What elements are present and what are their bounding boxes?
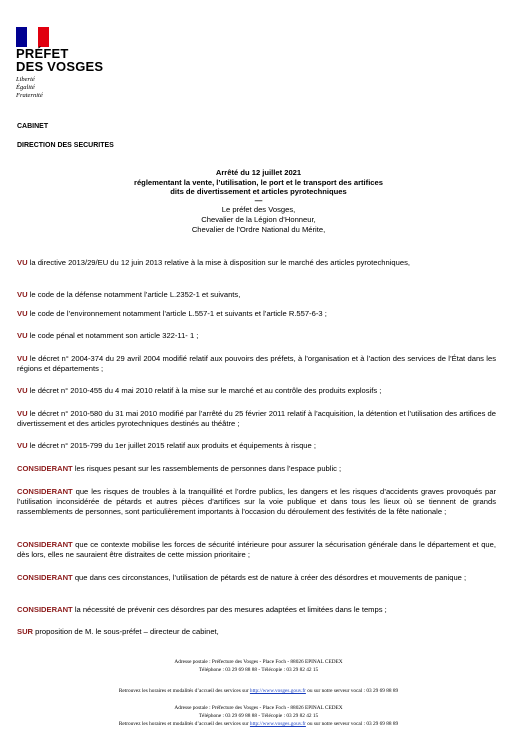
paragraph-keyword: SUR [17, 627, 34, 636]
footer-hours-repeat [0, 721, 517, 728]
footer-hours-text: Retrouvez les horaires et modalités d’accueil des services sur [118, 721, 250, 727]
paragraph-text: le décret n° 2015-799 du 1er juillet 2015 relatif aux produits et équipements à risque ; [27, 441, 316, 450]
paragraph-text: le décret n° 2010-580 du 31 mai 2010 modifié par l’arrêté du 25 février 2011 relatif à l’acquisition, la détention et l’utilisation des artifices de divertissement et des articles pyrotechniques destinés au théâtre ; [17, 409, 496, 428]
footer-hours-suffix: ou sur notre serveur vocal : 03 29 69 88 89 [305, 721, 399, 727]
website-link[interactable]: http://www.vosges.gouv.fr [249, 721, 306, 727]
paragraph [17, 331, 496, 341]
paragraph-keyword: CONSIDERANT [17, 573, 73, 582]
decree-title-line1: Arrêté du 12 juillet 2021 [215, 168, 302, 177]
paragraph-text: le code de l’environnement notamment l’article L.557-1 et suivants et l’article R.557-6-3 ; [27, 309, 327, 318]
paragraph-text: la nécessité de prévenir ces désordres par des mesures adaptées et limitées dans le temps ; [72, 605, 387, 614]
paragraph-text: le décret n° 2004-374 du 29 avril 2004 modifié relatif aux pouvoirs des préfets, à l’organisation et à l’action des services de l’État dans les régions et départements ; [17, 354, 496, 373]
prefect-line: Le préfet des Vosges, [221, 205, 296, 215]
paragraph-keyword: CONSIDERANT [17, 464, 73, 473]
footer-phone: Téléphone : 03 29 69 88 88 - Télécopie : 03 29 82 42 15 [198, 667, 319, 673]
paragraph [17, 464, 496, 474]
paragraph-text: que dans ces circonstances, l’utilisation de pétards est de nature à créer des désordres et mouvements de panique ; [72, 573, 467, 582]
paragraph-text: la directive 2013/29/EU du 12 juin 2013 relative à la mise à disposition sur le marché des articles pyrotechniques, [27, 258, 410, 267]
paragraph-keyword: VU [17, 386, 28, 395]
footer-phone-repeat: Téléphone : 03 29 69 88 88 - Télécopie : 03 29 82 42 15 [198, 713, 319, 719]
decree-title-line3: dits de divertissement et articles pyrotechniques [170, 187, 347, 197]
paragraph-keyword: VU [17, 441, 28, 450]
paragraph-keyword: VU [17, 354, 28, 363]
paragraph [17, 309, 496, 319]
paragraph [17, 627, 496, 637]
cabinet-label: CABINET [17, 123, 49, 130]
decree-title-line2: réglementant la vente, l’utilisation, le port et le transport des artifices [134, 177, 383, 187]
paragraph-text: que les risques de troubles à la tranquillité et l’ordre publics, les dangers et les risques d’accidents graves provoqués par l’utilisation inconsidérée de pétards et autres pièces d’artifices sur la voie publique et dans tous les lieux où se tiennent de grands rassemblements de personnes, sont particulièrement importants à l’occasion du déroulement des festivités de la fête nationale ; [17, 487, 496, 516]
paragraph-text: que ce contexte mobilise les forces de sécurité intérieure pour assurer la sécurisation générale dans le département et que, dès lors, elles ne sauraient être distraites de cette mission prioritaire ; [17, 540, 496, 559]
paragraph [17, 386, 496, 396]
direction-label: DIRECTION DES SECURITES [17, 142, 114, 149]
motto-fraternite: Fraternité [16, 92, 43, 99]
footer-hours-suffix: ou sur notre serveur vocal : 03 29 69 88 89 [305, 688, 399, 694]
paragraph [17, 290, 496, 300]
paragraph [17, 573, 496, 583]
decree-title [0, 168, 517, 234]
paragraph-keyword: VU [17, 309, 28, 318]
paragraph [17, 487, 496, 516]
paragraph [17, 540, 496, 560]
prefecture-name-line2: DES VOSGES [16, 59, 104, 74]
motto-egalite: Égalité [16, 84, 35, 91]
paragraph [17, 258, 496, 268]
paragraph [17, 354, 496, 374]
paragraph-keyword: VU [17, 290, 28, 299]
paragraph-text: le code pénal et notamment son article 322-11- 1 ; [27, 331, 199, 340]
paragraph-keyword: CONSIDERANT [17, 487, 73, 496]
paragraph-text: le code de la défense notamment l’article L.2352-1 et suivants, [27, 290, 241, 299]
paragraph-keyword: VU [17, 409, 28, 418]
paragraph-text: proposition de M. le sous-préfet – directeur de cabinet, [33, 627, 219, 636]
paragraph [17, 605, 496, 615]
prefect-line: Chevalier de l’Ordre National du Mérite, [191, 224, 326, 234]
paragraph-text: le décret n° 2010-455 du 4 mai 2010 relatif à la mise sur le marché et au contrôle des produits explosifs ; [27, 386, 382, 395]
motto-liberte: Liberté [16, 76, 35, 83]
paragraph-keyword: VU [17, 331, 28, 340]
paragraph-keyword: CONSIDERANT [17, 540, 73, 549]
website-link[interactable]: http://www.vosges.gouv.fr [249, 688, 306, 694]
paragraph-keyword: VU [17, 258, 28, 267]
footer-hours [0, 688, 517, 695]
prefecture-name-line1: PRÉFET [16, 46, 69, 61]
footer-hours-text: Retrouvez les horaires et modalités d’accueil des services sur [118, 688, 250, 694]
paragraph [17, 409, 496, 429]
title-separator: — [254, 196, 263, 206]
paragraph-text: les risques pesant sur les rassemblements de personnes dans l’espace public ; [72, 464, 342, 473]
paragraph-keyword: CONSIDERANT [17, 605, 73, 614]
footer-address-repeat: Adresse postale : Préfecture des Vosges - Place Foch - 88026 EPINAL CEDEX [174, 705, 343, 711]
paragraph [17, 441, 496, 451]
republic-flag-logo [16, 27, 49, 47]
footer-address: Adresse postale : Préfecture des Vosges - Place Foch - 88026 EPINAL CEDEX [174, 659, 343, 665]
prefect-line: Chevalier de la Légion d’Honneur, [201, 214, 316, 224]
